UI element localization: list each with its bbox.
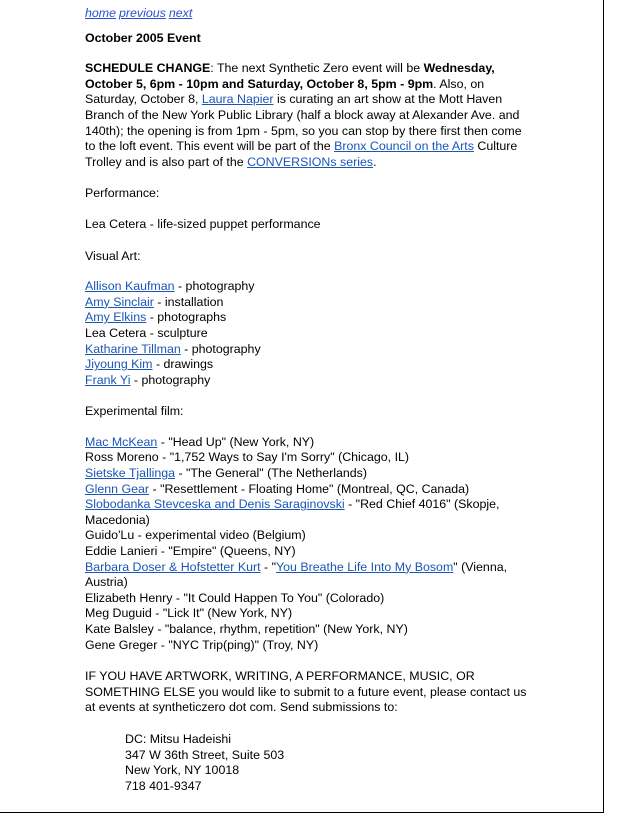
- list-item: [85, 482, 535, 498]
- artist-link[interactable]: Barbara Doser & Hofstetter Kurt: [85, 559, 261, 574]
- item-desc: - "balance, rhythm, repetition" (New York, NY): [153, 622, 408, 636]
- schedule-text-2: . Also, on Saturday, October 8,: [85, 76, 485, 107]
- film-heading: Experimental film:: [85, 404, 184, 419]
- list-item: [85, 466, 535, 482]
- artist-link[interactable]: Slobodanka Stevceska and Denis Saraginovski: [85, 497, 345, 512]
- artist-name: Gene Greger: [85, 637, 158, 652]
- item-desc: - photographs: [146, 310, 227, 325]
- schedule-text-5: .: [373, 154, 377, 169]
- artist-name: Guido'Lu: [85, 528, 135, 543]
- artist-link[interactable]: Amy Elkins: [85, 310, 147, 325]
- previous-link[interactable]: previous: [119, 6, 166, 20]
- artist-link[interactable]: Jiyoung Kim: [85, 357, 153, 372]
- address-line: 718 401-9347: [125, 778, 202, 793]
- film-list-part-1: [85, 435, 535, 560]
- list-item: [85, 435, 535, 451]
- list-item: [85, 497, 535, 528]
- artist-link[interactable]: Sietske Tjallinga: [85, 466, 175, 481]
- item-desc: - drawings: [152, 357, 214, 372]
- film-list: [85, 435, 535, 653]
- schedule-change-label: SCHEDULE CHANGE: [85, 61, 211, 76]
- address-line: DC: Mitsu Hadeishi: [125, 731, 232, 746]
- schedule-dates: Wednesday, October 5, 6pm - 10pm and Saturday, October 8, 5pm - 9pm: [85, 61, 495, 91]
- list-item: [85, 528, 535, 544]
- address-line: 347 W 36th Street, Suite 503: [125, 747, 285, 762]
- item-desc: - photography: [180, 341, 261, 356]
- item-desc: - "The General" (The Netherlands): [175, 466, 367, 481]
- artist-link[interactable]: Amy Sinclair: [85, 294, 154, 309]
- schedule-text-1: : The next Synthetic Zero event will be: [210, 61, 424, 76]
- curator-link[interactable]: Laura Napier: [201, 92, 274, 107]
- list-item: [85, 544, 535, 560]
- submission-paragraph: IF YOU HAVE ARTWORK, WRITING, A PERFORMANCE, MUSIC, OR SOMETHING ELSE you would like to submit to a future event, please contact us at events at syntheticzero dot com. Send submissions to:: [85, 669, 527, 715]
- nav-links: [85, 6, 535, 22]
- artist-name: Eddie Lanieri: [85, 544, 158, 559]
- item-desc: - photography: [130, 372, 211, 387]
- list-item: [85, 373, 535, 389]
- item-desc: - ": [260, 559, 277, 574]
- list-item: [85, 326, 535, 342]
- bronx-council-link[interactable]: Bronx Council on the Arts: [334, 139, 474, 154]
- home-link[interactable]: home: [85, 6, 116, 20]
- item-desc: - installation: [153, 294, 224, 309]
- list-item: [85, 342, 535, 358]
- artist-name: Lea Cetera: [85, 325, 147, 340]
- item-desc: - "NYC Trip(ping)" (Troy, NY): [157, 637, 319, 652]
- item-desc: - "1,752 Ways to Say I'm Sorry" (Chicago, IL): [158, 450, 410, 465]
- artist-link[interactable]: Mac McKean: [85, 434, 158, 449]
- artist-name: Ross Moreno: [85, 450, 159, 465]
- page-content: [85, 6, 535, 794]
- item-desc: - "Lick It" (New York, NY): [151, 606, 293, 621]
- list-item: [85, 357, 535, 373]
- list-item: [85, 450, 535, 466]
- schedule-text-3: is curating an art show at the Mott Haven Branch of the New York Public Library (half a block away at Alexander Ave. and 140th); the opening is from 1pm - 5pm, so you can stop by there first then come to the loft event. This event will be part of the: [85, 92, 522, 154]
- item-desc: - "It Could Happen To You" (Colorado): [172, 590, 385, 605]
- item-desc: - experimental video (Belgium): [134, 528, 306, 543]
- film-title-link[interactable]: You Breathe Life Into My Bosom: [276, 559, 454, 574]
- artist-link[interactable]: Glenn Gear: [85, 481, 150, 496]
- list-item: [85, 638, 535, 654]
- artist-link[interactable]: Katharine Tillman: [85, 341, 181, 356]
- item-desc: - "Empire" (Queens, NY): [157, 544, 296, 559]
- item-desc: - sculpture: [146, 325, 208, 340]
- list-item: [85, 279, 535, 295]
- film-list-part-2: [85, 591, 535, 653]
- page-title: October 2005 Event: [85, 30, 201, 45]
- list-item: [85, 622, 535, 638]
- list-item: [85, 560, 535, 591]
- address-line: New York, NY 10018: [125, 763, 240, 778]
- list-item: [85, 606, 535, 622]
- visual-art-heading: Visual Art:: [85, 248, 141, 263]
- artist-link[interactable]: Frank Yi: [85, 372, 131, 387]
- list-item: [85, 591, 535, 607]
- item-desc: - "Head Up" (New York, NY): [157, 434, 315, 449]
- item-desc: " (Vienna, Austria): [85, 559, 508, 590]
- next-link[interactable]: next: [168, 6, 193, 20]
- schedule-paragraph: [85, 61, 535, 170]
- conversions-series-link[interactable]: CONVERSIONs series: [247, 154, 374, 169]
- item-desc: - "Resettlement - Floating Home" (Montreal, QC, Canada): [149, 481, 470, 496]
- artist-name: Elizabeth Henry: [85, 590, 173, 605]
- visual-art-list: [85, 279, 535, 388]
- list-item: [85, 310, 535, 326]
- artist-name: Meg Duguid: [85, 606, 152, 621]
- list-item: [85, 295, 535, 311]
- item-desc: - "Red Chief 4016" (Skopje, Macedonia): [85, 497, 500, 527]
- performance-item: Lea Cetera - life-sized puppet performance: [85, 216, 321, 231]
- item-desc: - photography: [174, 279, 255, 294]
- schedule-text-4: Culture Trolley and is also part of the: [85, 139, 518, 169]
- artist-link[interactable]: Allison Kaufman: [85, 279, 175, 294]
- mailing-address: [125, 732, 535, 794]
- performance-heading: Performance:: [85, 186, 160, 201]
- artist-name: Kate Balsley: [85, 622, 154, 636]
